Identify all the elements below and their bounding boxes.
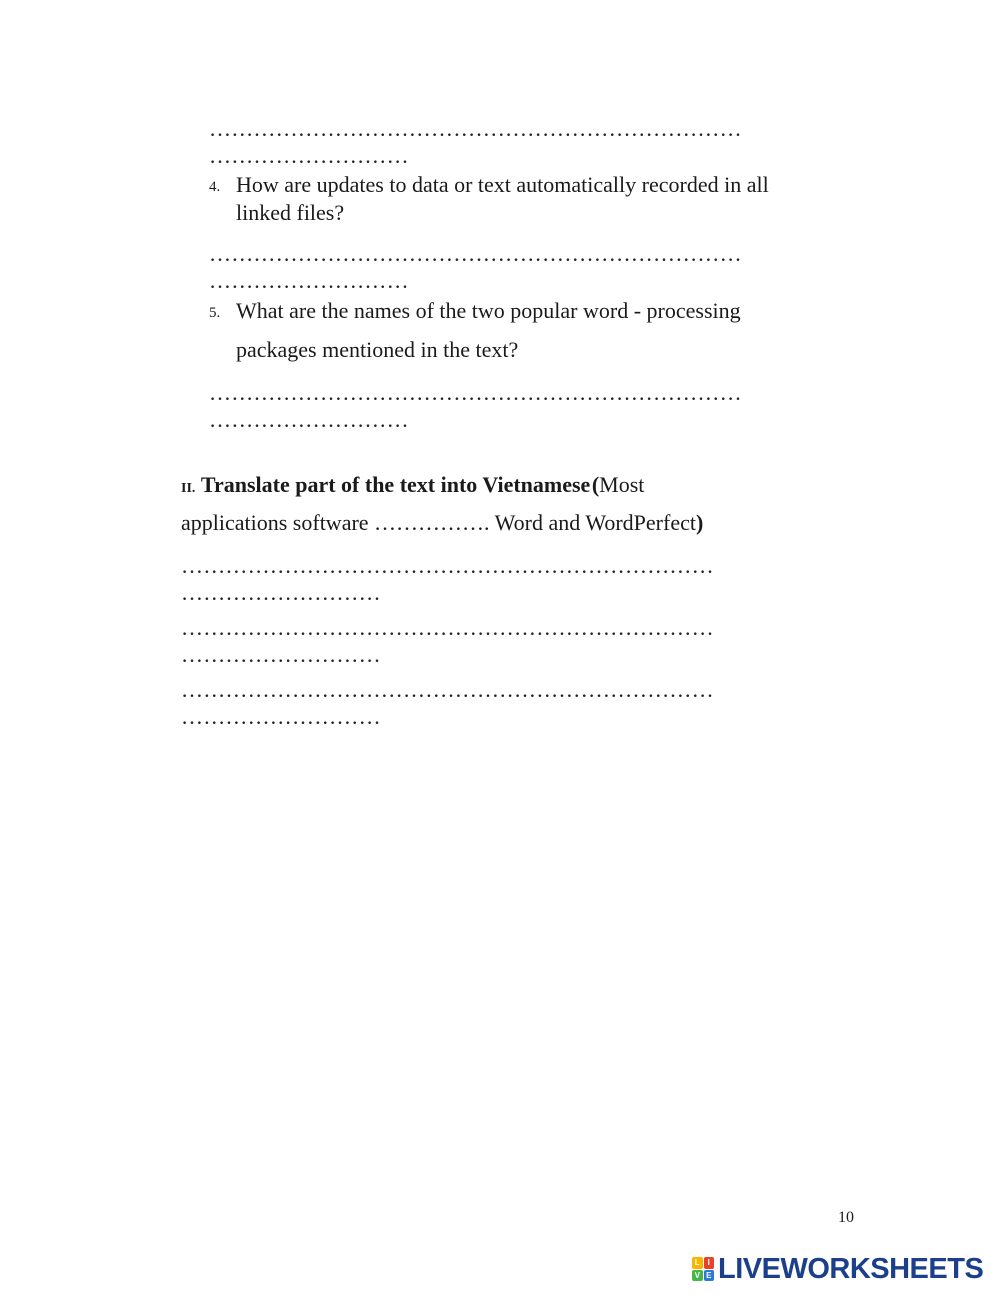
question-4-text: How are updates to data or text automatically recorded in all (236, 172, 769, 197)
answer-line[interactable]: ……………………………………………………………… (209, 380, 742, 405)
translation-line[interactable]: ……………………………………………………………… (181, 677, 714, 702)
question-4-number: 4. (209, 179, 221, 195)
answer-line[interactable]: ……………………………………………………………… (209, 116, 742, 141)
translation-line-continued[interactable]: ……………………… (181, 580, 381, 605)
translation-line-continued[interactable]: ……………………… (181, 704, 381, 729)
answer-line-continued[interactable]: ……………………… (209, 407, 409, 432)
question-5-text: What are the names of the two popular word - processing (236, 298, 741, 323)
liveworksheets-logo[interactable] (692, 1252, 983, 1286)
translation-line-continued[interactable]: ……………………… (181, 642, 381, 667)
range-start-word: Most (599, 472, 645, 497)
section-2-range-text: applications software ……………. Word and WordPerfect (181, 510, 696, 535)
section-2-heading (181, 472, 644, 502)
translation-line[interactable]: ……………………………………………………………… (181, 553, 714, 578)
logo-tile-e: E (704, 1270, 715, 1282)
question-4-text-line2: linked files? (236, 200, 345, 225)
translation-line[interactable]: ……………………………………………………………… (181, 615, 714, 640)
section-2-number: II. (181, 481, 196, 496)
logo-tile-i: I (704, 1257, 715, 1269)
close-paren: ) (695, 510, 704, 535)
open-paren: ( (591, 472, 600, 497)
logo-tile-l: L (692, 1257, 703, 1269)
answer-line-continued[interactable]: ……………………… (209, 268, 409, 293)
question-5-number: 5. (209, 305, 221, 321)
section-2-title: Translate part of the text into Vietnamese (200, 472, 591, 497)
section-2-range (181, 510, 703, 536)
question-5-text-line2: packages mentioned in the text? (236, 337, 519, 362)
liveworksheets-logo-icon (692, 1257, 714, 1281)
answer-line-continued[interactable]: ……………………… (209, 143, 409, 168)
logo-tile-v: V (692, 1270, 703, 1282)
page-number: 10 (838, 1209, 854, 1226)
liveworksheets-logo-text: LIVEWORKSHEETS (718, 1253, 984, 1285)
answer-line[interactable]: ……………………………………………………………… (209, 241, 742, 266)
